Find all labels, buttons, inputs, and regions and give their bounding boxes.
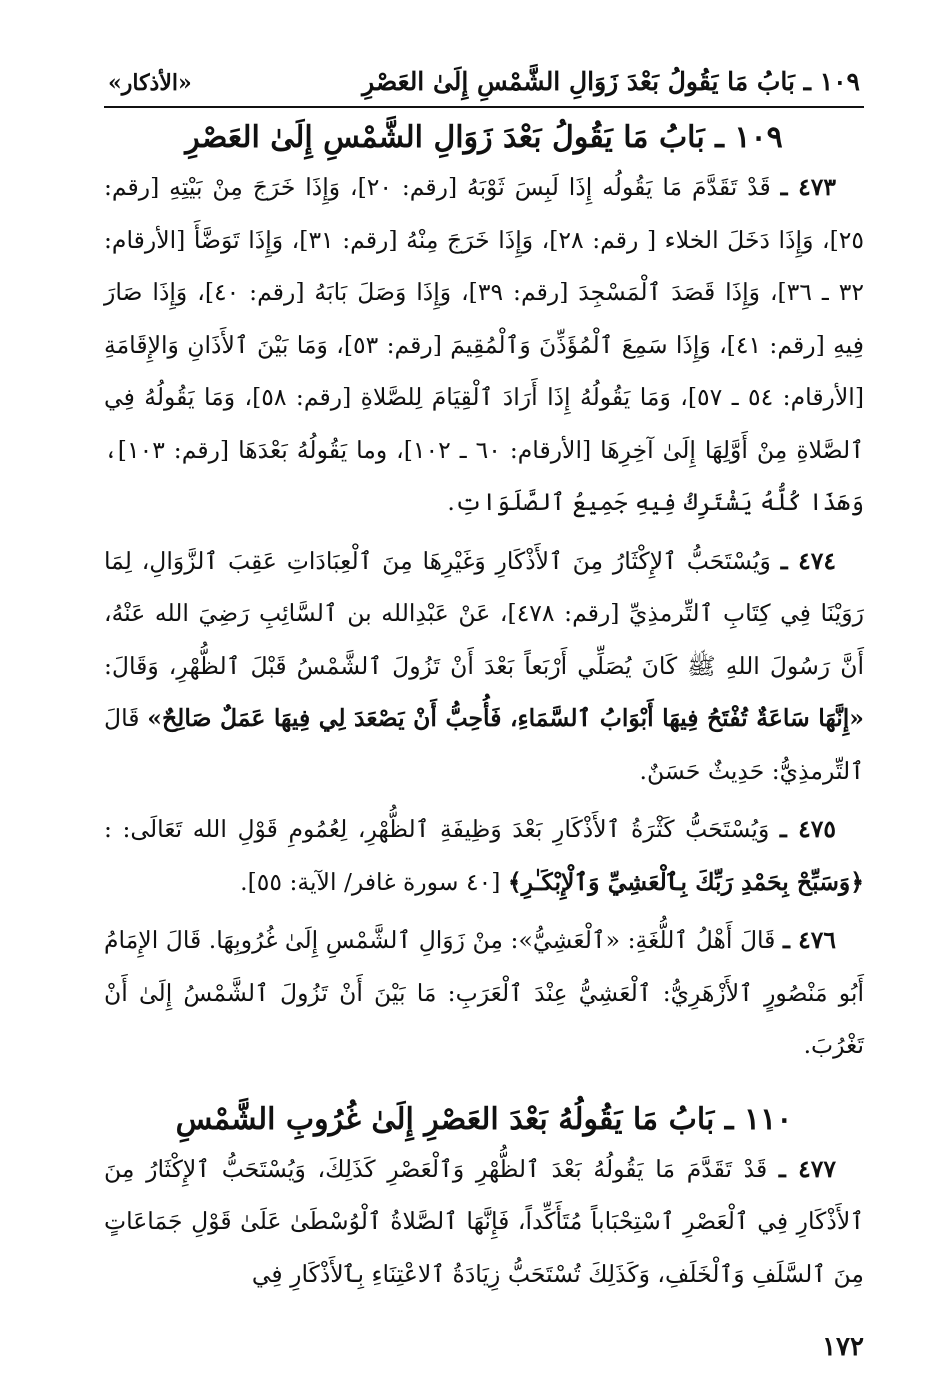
paragraph-text: قَدْ تَقَدَّمَ مَا يَقُولُه إِذَا لَبِسَ ثَوْبَهُ [رقم: ٢٠]، وَإِذَا خَرَجَ مِنْ بَيْتِهِ [رقم: ٢٥]، وَإِذَا دَخَلَ الخلاء [ رقم: ٢٨]، وَإِذَا خَرَجَ مِنْهُ [رقم: ٣١]، وَإِذَا تَوَضَّأَ [الأرقام: ٣٢ ـ ٣٦]، وَإِذَا قَصَدَ ٱلْمَسْجِدَ [رقم: ٣٩]، وَإِذَا وَصَلَ بَابَهُ [رقم: ٤٠]، وَإِذَا صَارَ فِيهِ [رقم: ٤١]، وَإِذَا سَمِعَ ٱلْمُؤَذِّنَ وَٱلْمُقِيمَ [رقم: ٥٣]، وَمَا بَيْنَ ٱلأَذَانِ وَالإِقَامَةِ [الأرقام: ٥٤ ـ ٥٧]، وَمَا يَقُولُهُ إِذَا أَرَادَ ٱلْقِيَامَ لِلصَّلاةِ [رقم: ٥٨]، وَمَا يَقُولُهُ فِي ٱلصَّلاةِ مِنْ أَوَّلِهَا إِلَىٰ آخِرِهَا [الأرقام: ٦٠ ـ ١٠٢]، وما يَقُولُهُ بَعْدَهَا [رقم: ١٠٣]، وَهَذَا كُلُّهُ يَشْتَرِكُ فِيهِ جَمِيعُ ٱلصَّلَوَاتِ.: [104, 173, 864, 516]
paragraph-473: [104, 161, 864, 529]
running-header: [104, 52, 864, 108]
paragraph-number: ٤٧٧ ـ: [778, 1154, 836, 1183]
paragraph-text: وَيُسْتَحَبُّ كَثْرَةُ ٱلأَذْكَارِ بَعْدَ وَظِيفَةِ ٱلظُّهْرِ، لِعُمُومِ قَوْلِ الله تَعَالَى: :: [104, 815, 770, 843]
paragraph-476: [104, 914, 864, 1072]
hadith-quote: «إِنَّهَا سَاعَةٌ تُفْتَحُ فِيهَا أَبْوَابُ ٱلسَّمَاءِ، فَأُحِبُّ أَنْ يَصْعَدَ لِي فِيهَا عَمَلٌ صَالِحٌ»: [147, 704, 864, 732]
paragraph-text: قَالَ أَهْلُ ٱللُّغَةِ: «ٱلْعَشِيُّ»: مِنْ زَوَالِ ٱلشَّمْسِ إِلَىٰ غُرُوبِهَا. قَالَ الإِمَامُ أَبُو مَنْصُورٍ ٱلأَزْهَرِيُّ: ٱلْعَشِيُّ عِنْدَ ٱلْعَرَبِ: مَا بَيْنَ أَنْ تَزُولَ ٱلشَّمْسُ إِلَىٰ أَنْ تَغْرُبَ.: [104, 926, 864, 1059]
paragraph-477: [104, 1143, 864, 1301]
paragraph-text: قَالَ ٱلتِّرمذِيُّ: حَدِيثٌ حَسَنٌ.: [104, 704, 864, 785]
paragraph-text: وَيُسْتَحَبُّ ٱلإِكْثَارُ مِنَ ٱلأَذْكَارِ وَغَيْرِهَا مِنَ ٱلْعِبَادَاتِ عَقِبَ ٱلزَّوَالِ، لِمَا رَوَيْنَا فِي كِتَابِ ٱلتِّرمذِيِّ [رقم: ٤٧٨]، عَنْ عَبْدِالله بن ٱلسَّائِبِ رَضِيَ الله عَنْهُ، أَنَّ رَسُولَ اللهِ ﷺ كَانَ يُصَلِّي أَرْبَعاً بَعْدَ أَنْ تَزُولَ ٱلشَّمْسُ قَبْلَ ٱلظُّهْرِ، وَقَالَ:: [104, 546, 865, 680]
paragraph-number: ٤٧٥ ـ: [779, 815, 836, 843]
page-number: ١٧٢: [822, 1332, 864, 1362]
paragraph-number: ٤٧٣ ـ: [780, 173, 836, 201]
paragraph-text: قَدْ تَقَدَّمَ مَا يَقُولُهُ بَعْدَ ٱلظُّهْرِ وَٱلْعَصْرِ كَذَلِكَ، وَيُسْتَحَبُّ ٱلإِكْثَارُ مِنَ ٱلأَذْكَارِ فِي ٱلْعَصْرِ ٱسْتِحْبَاباً مُتَأَكِّداً، فَإِنَّهَا ٱلصَّلاةُ ٱلْوُسْطَىٰ عَلَىٰ قَوْلِ جَمَاعَاتٍ مِنَ ٱلسَّلَفِ وَٱلْخَلَفِ، وَكَذَلِكَ تُسْتَحَبُّ زِيَادَةُ ٱلاعْتِنَاءِ بِٱلأَذْكَارِ فِي: [104, 1154, 864, 1288]
paragraph-475: [104, 803, 864, 908]
paragraph-number: ٤٧٤ ـ: [780, 546, 836, 575]
chapter-109-heading: ١٠٩ ـ بَابُ مَا يَقُولُ بَعْدَ زَوَالِ الشَّمْسِ إِلَىٰ العَصْرِ: [185, 120, 783, 155]
book-page: [104, 52, 864, 1362]
quran-verse: ﴿وَسَبِّحْ بِحَمْدِ رَبِّكَ بِٱلْعَشِيِّ وَٱلْإِبْكَـٰرِ﴾: [507, 867, 864, 896]
paragraph-474: [104, 535, 864, 798]
paragraph-number: ٤٧٦ ـ: [782, 926, 836, 954]
running-header-chapter: ١٠٩ ـ بَابُ مَا يَقُولُ بَعْدَ زَوَالِ الشَّمْسِ إِلَىٰ العَصْرِ: [362, 67, 860, 96]
running-header-book-title: «الأذكار»: [108, 70, 192, 96]
verse-reference: [٤٠ سورة غافر/ الآية: ٥٥].: [240, 867, 501, 896]
chapter-110-heading: ١١٠ ـ بَابُ مَا يَقُولُهُ بَعْدَ العَصْرِ إِلَىٰ غُرُوبِ الشَّمْسِ: [175, 1101, 793, 1137]
